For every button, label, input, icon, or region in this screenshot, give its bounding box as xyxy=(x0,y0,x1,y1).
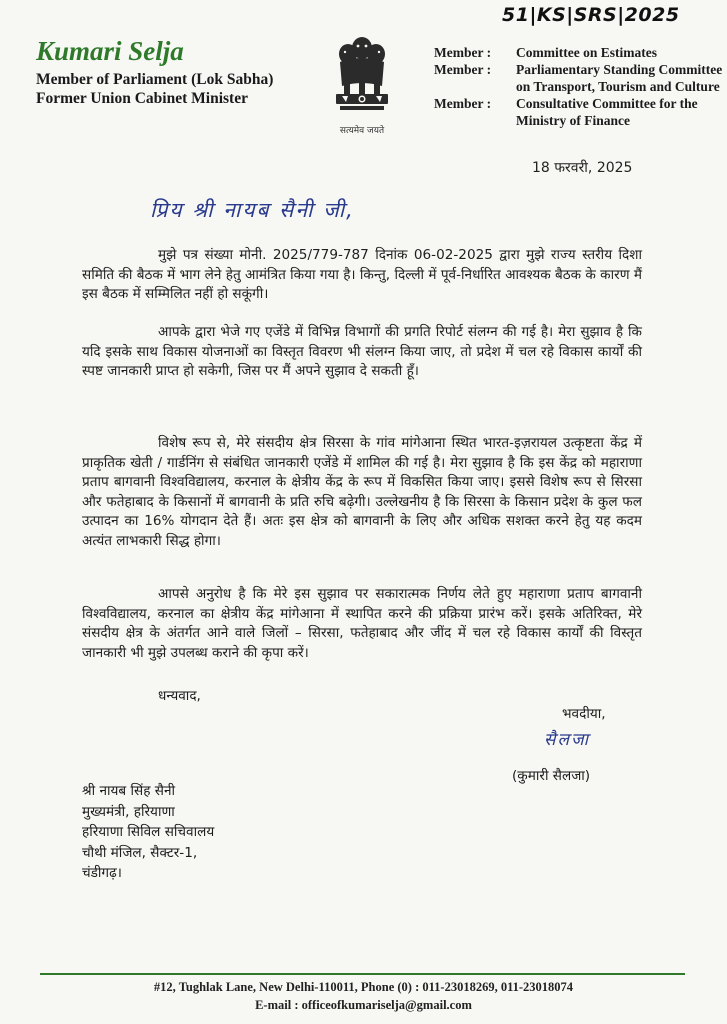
footer-divider xyxy=(40,973,685,975)
committee-row xyxy=(434,61,724,95)
committee-row xyxy=(434,44,724,61)
signature-closing: भवदीया, xyxy=(562,706,606,722)
body-paragraph: विशेष रूप से, मेरे संसदीय क्षेत्र सिरसा के गांव मांगेआना स्थित भारत-इज़रायल उत्कृष्टता केंद्र में प्राकृतिक खेती / गार्डनिंग से संबंधित जानकारी एजेंडे में शामिल की गई है। मेरा सुझाव है कि इस केंद्र को महाराणा प्रताप बागवानी विश्वविद्यालय, करनाल के क्षेत्रीय केंद्र के रूप में विकसित किया जाए। इससे विशेष रूप से सिरसा और फतेहाबाद के किसानों में बागवानी के प्रति रुचि बढ़ेगी। उल्लेखनीय है कि सिरसा के किसान प्रदेश के कुल फल उत्पादन का 16% योगदान देते हैं। अतः इस क्षेत्र को बागवानी के लिए और अधिक सशक्त करने हेतु यह कदम अत्यंत लाभकारी सिद्ध होगा। xyxy=(82,435,642,549)
body-paragraph: आपसे अनुरोध है कि मेरे इस सुझाव पर सकारात्मक निर्णय लेते हुए महाराणा प्रताप बागवानी विश्वविद्यालय, करनाल का क्षेत्रीय केंद्र मांगेआना में स्थापित करने की प्रक्रिया प्रारंभ करें। इसके अतिरिक्त, मेरे संसदीय क्षेत्र के अंतर्गत आने वाले जिलों – सिरसा, फतेहाबाद और जींद में चल रहे विकास कार्यों की विस्तृत जानकारी भी मुझे उपलब्ध कराने की कृपा करें। xyxy=(82,586,642,661)
lion-capital-icon xyxy=(324,34,400,122)
committee-role: Member : xyxy=(434,96,492,111)
emblem-motto: सत्यमेव जयते xyxy=(339,126,385,136)
committee-role: Member : xyxy=(434,62,492,77)
thanks-line: धन्यवाद, xyxy=(158,688,201,704)
recipient-line: मुख्यमंत्री, हरियाणा xyxy=(82,803,175,820)
sender-designation: Member of Parliament (Lok Sabha) xyxy=(36,71,274,88)
recipient-address xyxy=(82,781,214,884)
recipient-line: हरियाणा सिविल सचिवालय xyxy=(82,824,215,840)
body-paragraph: आपके द्वारा भेजे गए एजेंडे में विभिन्न विभागों की प्रगति रिपोर्ट संलग्न की गई है। मेरा सुझाव है कि यदि इसके साथ विकास योजनाओं का विस्तृत विवरण भी संलग्न किया जाए, तो प्रदेश में चल रहे विकास कार्यों की स्पष्ट जानकारी प्राप्त हो सकेगी, जिस पर मैं अपने सुझाव दे सकती हूँ। xyxy=(82,324,642,379)
handwritten-salutation: प्रिय श्री नायब सैनी जी, xyxy=(150,198,355,222)
handwritten-signature: सैलजा xyxy=(544,730,591,750)
body-paragraph: मुझे पत्र संख्या मोनी. 2025/779-787 दिनांक 06-02-2025 द्वारा मुझे राज्य स्तरीय दिशा समिति की बैठक में भाग लेने हेतु आमंत्रित किया गया है। किन्तु, दिल्ली में पूर्व-निर्धारित आवश्यक बैठक के कारण मैं इस बैठक में सम्मिलित नहीं हो सकूंगी। xyxy=(82,247,642,302)
footer-email: E-mail : officeofkumariselja@gmail.com xyxy=(255,998,472,1012)
recipient-line: श्री नायब सिंह सैनी xyxy=(82,783,176,799)
recipient-line: चंडीगढ़। xyxy=(82,865,122,881)
letter-date: 18 फरवरी, 2025 xyxy=(532,160,633,176)
footer-address: #12, Tughlak Lane, New Delhi-110011, Phone (0) : 011-23018269, 011-23018074 xyxy=(153,980,574,994)
sender-name: Kumari Selja xyxy=(36,36,184,66)
committee-list xyxy=(434,44,724,129)
committee-name: Consultative Committee for the Ministry of Finance xyxy=(516,96,698,128)
sender-former-post: Former Union Cabinet Minister xyxy=(36,90,248,107)
signatory-name: (कुमारी सैलजा) xyxy=(512,768,591,784)
committee-role: Member : xyxy=(434,45,492,60)
handwritten-reference-number: 51|KS|SRS|2025 xyxy=(502,4,680,26)
committee-row xyxy=(434,95,724,129)
recipient-line: चौथी मंजिल, सैक्टर-1, xyxy=(82,844,198,861)
committee-name: Parliamentary Standing Committee on Transport, Tourism and Culture xyxy=(516,62,723,94)
committee-name: Committee on Estimates xyxy=(516,45,657,60)
